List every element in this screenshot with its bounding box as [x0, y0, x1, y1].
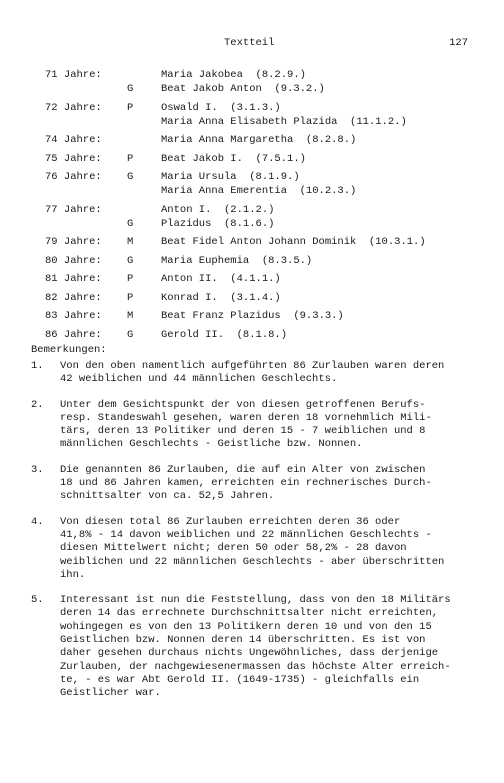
age-label: 75 Jahre: [45, 152, 102, 165]
entry-row [0, 170, 504, 184]
status-code: G [127, 171, 134, 183]
entry-row [0, 184, 504, 198]
age-label: 79 Jahre: [45, 236, 102, 248]
age-label: 86 Jahre: [45, 328, 102, 341]
remark-line: Zurlauben, der nachgewiesenermassen das höchste Alter erreich- [60, 660, 451, 673]
remark-line: Unter dem Gesichtspunkt der von diesen getroffenen Berufs- [60, 398, 426, 411]
entry-row [0, 203, 504, 217]
entry-row [0, 152, 504, 166]
remark-number: 2. [31, 398, 44, 411]
person-name: Maria Jakobea (8.2.9.) [161, 69, 306, 81]
person-name: Maria Anna Margaretha (8.2.8.) [161, 134, 357, 146]
status-code: P [127, 273, 134, 285]
remark-line: tärs, deren 13 Politiker und deren 15 - 7 weiblichen und 8 [60, 425, 426, 438]
remark-text [60, 399, 488, 452]
age-label: 80 Jahre: [45, 254, 102, 267]
status-code: M [127, 236, 134, 248]
remark-line: Geistlichen bzw. Nonnen deren 14 überschritten. Es ist von [60, 634, 426, 647]
age-entry [0, 235, 504, 249]
person-name: Maria Ursula (8.1.9.) [161, 171, 300, 183]
person-name: Oswald I. (3.1.3.) [161, 101, 281, 114]
age-label: 76 Jahre: [45, 171, 102, 183]
remark-item [0, 594, 504, 700]
remark-line: weiblichen und 22 männlichen Geschlechts - aber überschritten [60, 555, 445, 568]
remark-text [60, 594, 488, 700]
person-name: Beat Franz Plazidus (9.3.3.) [161, 310, 344, 322]
status-code: G [127, 217, 134, 230]
remark-line: wohingegen es von den 13 Politikern deren 10 und von den 15 [60, 620, 432, 633]
age-entry [0, 68, 504, 96]
status-code: G [127, 83, 134, 95]
person-name: Anton I. (2.1.2.) [161, 203, 275, 216]
entry-row [0, 272, 504, 286]
page-number: 127 [449, 37, 468, 49]
age-label: 83 Jahre: [45, 310, 102, 322]
status-code: G [127, 254, 134, 267]
remark-line: Interessant ist nun die Feststellung, dass von den 18 Militärs [60, 594, 451, 607]
age-label: 74 Jahre: [45, 134, 102, 146]
age-label: 71 Jahre: [45, 69, 102, 81]
age-entry [0, 133, 504, 147]
remark-line: deren 14 das errechnete Durchschnittsalter nicht erreichten, [60, 607, 439, 620]
age-label: 82 Jahre: [45, 291, 102, 304]
person-name: Maria Euphemia (8.3.5.) [161, 254, 313, 267]
remark-line: ihn. [60, 568, 86, 581]
age-list [0, 68, 504, 346]
remark-line: daher gesehen durchaus nichts Ungewöhnliches, dass derjenige [60, 647, 439, 660]
age-label: 77 Jahre: [45, 203, 102, 216]
age-entry [0, 203, 504, 231]
entry-row [0, 254, 504, 268]
remark-line: diesen Mittelwert nicht; deren 50 oder 58,2% - 28 davon [60, 542, 407, 555]
remark-item [0, 399, 504, 452]
entry-row [0, 328, 504, 342]
person-name: Beat Jakob Anton (9.3.2.) [161, 83, 325, 95]
entry-row [0, 133, 504, 147]
remark-line: resp. Standeswahl gesehen, waren deren 18 vornehmlich Mili- [60, 411, 432, 424]
age-entry [0, 328, 504, 342]
age-entry [0, 291, 504, 305]
remark-line: 41,8% - 14 davon weiblichen und 22 männlichen Geschlechts - [60, 528, 432, 541]
age-entry [0, 101, 504, 129]
remark-number: 1. [31, 360, 44, 372]
remark-text [60, 516, 488, 582]
entry-row [0, 115, 504, 129]
remark-line: schnittsalter von ca. 52,5 Jahren. [60, 490, 275, 503]
status-code: P [127, 291, 134, 304]
age-label: 81 Jahre: [45, 273, 102, 285]
age-entry [0, 272, 504, 286]
person-name: Maria Anna Emerentia (10.2.3.) [161, 185, 357, 197]
entry-row [0, 82, 504, 96]
remark-line: te, - es war Abt Gerold II. (1649-1735) - gleichfalls ein [60, 673, 420, 686]
age-label: 72 Jahre: [45, 101, 102, 114]
remark-number: 4. [31, 515, 44, 528]
remark-item [0, 360, 504, 387]
status-code: G [127, 328, 134, 341]
remark-line: 42 weiblichen und 44 männlichen Geschlechts. [60, 373, 338, 386]
status-code: M [127, 310, 134, 322]
entry-row [0, 68, 504, 82]
remark-item [0, 464, 504, 504]
entry-row [0, 309, 504, 323]
entry-row [0, 235, 504, 249]
entry-row [0, 101, 504, 115]
person-name: Konrad I. (3.1.4.) [161, 291, 281, 304]
age-entry [0, 170, 504, 198]
remark-line: männlichen Geschlechts - Geistliche bzw. Nonnen. [60, 438, 363, 451]
person-name: Maria Anna Elisabeth Plazida (11.1.2.) [161, 115, 407, 128]
remark-line: Von den oben namentlich aufgeführten 86 Zurlauben waren deren [60, 360, 445, 372]
person-name: Gerold II. (8.1.8.) [161, 328, 288, 341]
age-entry [0, 152, 504, 166]
remark-line: Die genannten 86 Zurlauben, die auf ein Alter von zwischen [60, 463, 426, 476]
age-entry [0, 309, 504, 323]
entry-row [0, 291, 504, 305]
status-code: P [127, 101, 134, 114]
remark-number: 5. [31, 594, 44, 607]
remark-text [60, 360, 488, 387]
remark-line: Geistlicher war. [60, 687, 161, 700]
person-name: Beat Jakob I. (7.5.1.) [161, 152, 306, 165]
status-code: P [127, 152, 134, 165]
remarks-list [0, 360, 504, 713]
remark-line: 18 und 86 Jahren kamen, erreichten ein rechnerisches Durch- [60, 477, 432, 490]
entry-row [0, 217, 504, 231]
remark-number: 3. [31, 463, 44, 476]
running-head [0, 36, 504, 50]
remarks-heading: Bemerkungen: [31, 344, 107, 356]
remark-line: Von diesen total 86 Zurlauben erreichten deren 36 oder [60, 515, 401, 528]
person-name: Beat Fidel Anton Johann Dominik (10.3.1.) [161, 236, 426, 248]
remark-item [0, 516, 504, 582]
age-entry [0, 254, 504, 268]
person-name: Anton II. (4.1.1.) [161, 273, 281, 285]
person-name: Plazidus (8.1.6.) [161, 217, 275, 230]
running-title: Textteil [224, 37, 275, 49]
remark-text [60, 464, 488, 504]
